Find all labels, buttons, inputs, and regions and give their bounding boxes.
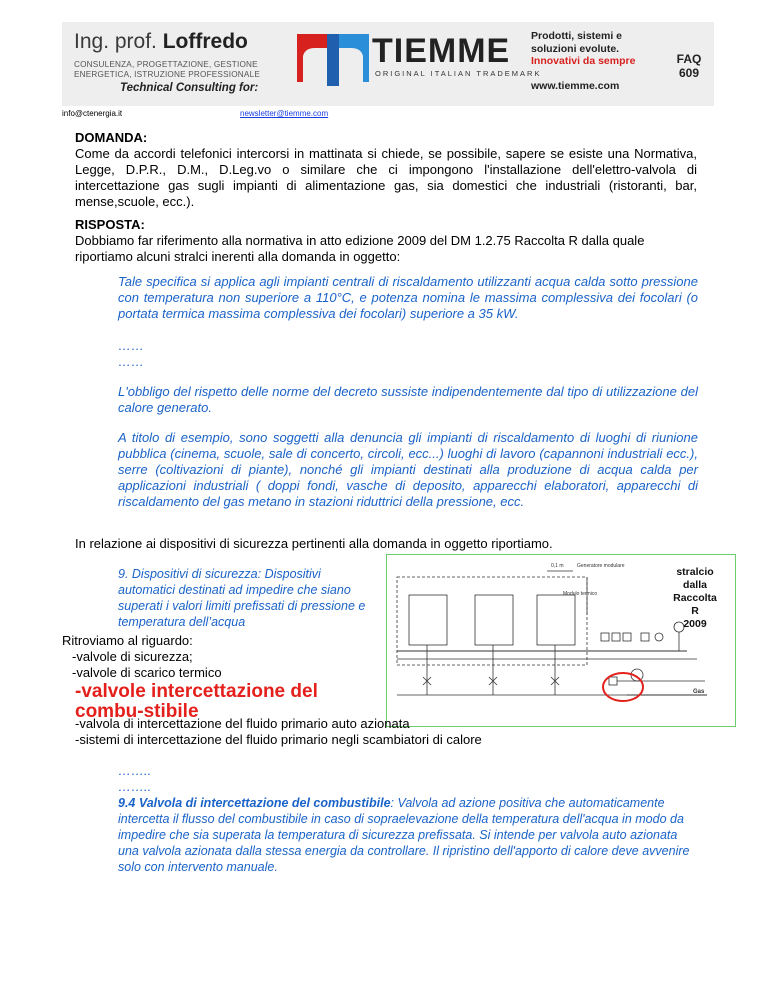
section-94-dots-1: …….. <box>118 763 152 778</box>
email-newsletter-link[interactable]: newsletter@tiemme.com <box>240 109 329 118</box>
brand-subtitle: CONSULENZA, PROGETTAZIONE, GESTIONE ENERGETICA, ISTRUZIONE PROFESSIONALE <box>74 60 260 79</box>
boiler-1 <box>409 595 447 645</box>
label-modulo: Modulo termico <box>563 591 598 597</box>
quote-paragraph-3: A titolo di esempio, sono soggetti alla denuncia gli impianti di riscaldamento di luoghi di riunione pubblica (cinema, scuole, sale di concerto, circoli, ecc...) luoghi di lavoro (capannoni industriali ecc.), serre (coltivazioni di piante), nonché gli impianti destinati alla produzione di acqua calda per applicazioni industriali ( doppi fondi, vasche di deposito, apparecchi elaboratori, apparecchi di riscaldamento del gas metano in stazioni riduttrici della pressione, ecc. <box>118 430 698 509</box>
list-item-4: -valvola di intercettazione del fluido primario auto azionata <box>75 716 410 731</box>
list-item-1: -valvole di sicurezza; <box>72 649 193 664</box>
relation-text: In relazione ai dispositivi di sicurezza pertinenti alla domanda in oggetto riportiamo. <box>75 536 553 551</box>
question-title: DOMANDA: <box>75 130 148 145</box>
section-94-text: 9.4 Valvola di intercettazione del combustibile: Valvola ad azione positiva che automaticamente intercetta il flusso del combustibile in caso di sopraelevazione della temperatura dell'acqua in modo da impedire che sia superata la temperatura di sicurezza prefissata. Si intende per valvola auto azionata una valvola azionata dalla stessa energia da controllare. Il ripristino dell'apporto di calore deve avvenire solo con intervento manuale. <box>118 796 690 874</box>
quote-paragraph-2: L'obbligo del rispetto delle norme del decreto sussiste indipendentemente dal tipo di utilizzazione del calore generato. <box>118 384 698 415</box>
email-info-link[interactable]: info@ctenergia.it <box>62 109 123 118</box>
section-9-text: 9. Dispositivi di sicurezza: Dispositivi automatici destinati ad impedire che siano superati i valori limiti prefissati di pressione e temperatura dell’acqua <box>118 567 366 629</box>
answer-title: RISPOSTA: <box>75 217 145 232</box>
diagram-caption: stralcio dalla Raccolta R 2009 <box>673 566 717 630</box>
label-distance: 0,1 m <box>551 563 564 569</box>
quote-dots-2: …… <box>118 354 144 369</box>
tiemme-logo-icon <box>293 30 373 86</box>
list-item-5: -sistemi di intercettazione del fluido primario negli scambiatori di calore <box>75 732 482 747</box>
list-item-2: -valvole di scarico termico <box>72 665 222 680</box>
faq-badge: FAQ 609 <box>676 52 702 80</box>
quote-paragraph-1: Tale specifica si applica agli impianti centrali di riscaldamento utilizzanti acqua calda sotto pressione con temperatura non superiore a 110°C, e potenza nomina le massima complessiva dei focolari (o portata termica massima complessiva dei focolari) superiore a 35 kW. <box>118 274 698 321</box>
boiler-3 <box>537 595 575 645</box>
website-link[interactable]: www.tiemme.com <box>531 80 620 92</box>
list-intro: Ritroviamo al riguardo: <box>62 633 193 648</box>
technical-consulting: Technical Consulting for: <box>120 82 259 94</box>
boiler-2 <box>475 595 513 645</box>
label-generatore: Generatore modulare <box>577 563 625 569</box>
list-item-highlight: -valvole intercettazione del combu-stibile <box>75 681 318 722</box>
trademark-text: ORIGINAL ITALIAN TRADEMARK <box>375 69 542 78</box>
quote-dots-1: …… <box>118 338 144 353</box>
tiemme-wordmark: TIEMME <box>372 32 511 70</box>
answer-body: Dobbiamo far riferimento alla normativa in atto edizione 2009 del DM 1.2.75 Raccolta R dalla quale riportiamo alcuni stralci inerenti alla domanda in oggetto: <box>75 233 645 264</box>
question-body: Come da accordi telefonici intercorsi in mattinata si chiede, se possibile, sapere se esiste una Normativa, Legge, D.P.R., D.M., D.Leg.vo o similare che ci impongono l'installazione dell'elettro-valvola di intercettazione gas sugli impianti di alimentazione gas, sia domestici che industriali (ristoranti, bar, mense,scuole, ecc.). <box>75 146 697 209</box>
slogan: Prodotti, sistemi e soluzioni evolute. Innovativi da sempre <box>531 30 636 67</box>
section-94-dots-2: …….. <box>118 779 152 794</box>
highlight-circle <box>603 673 643 701</box>
label-gas: Gas <box>693 689 705 695</box>
brand-title: Ing. prof. Loffredo <box>74 30 248 53</box>
